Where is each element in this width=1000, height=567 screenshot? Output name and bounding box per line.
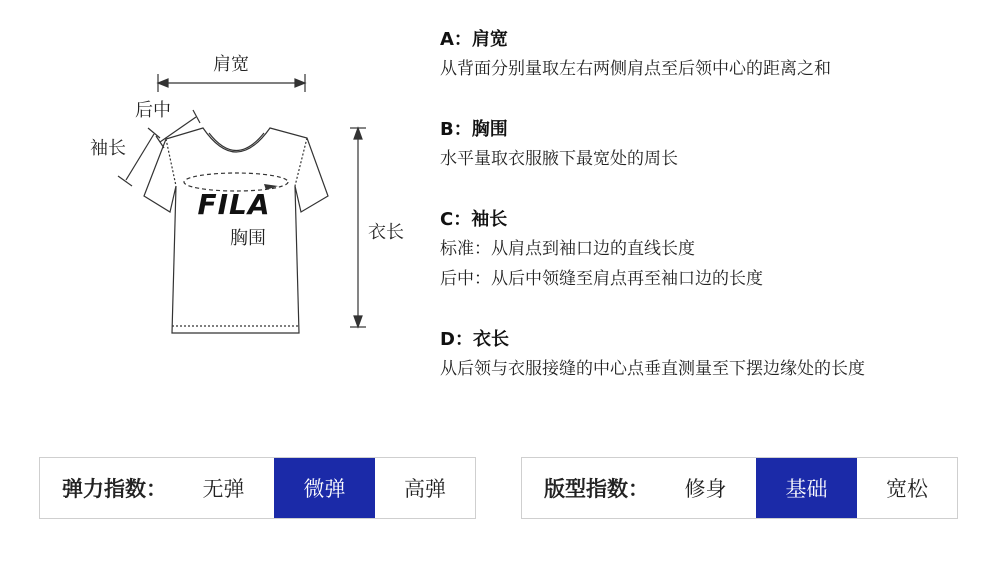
definition-d <box>440 326 980 384</box>
elasticity-label: 弹力指数： <box>62 477 167 501</box>
elasticity-option-slight: 微弹 <box>274 458 375 518</box>
definition-text: 后中：从后中领缝至肩点再至袖口边的长度 <box>440 269 763 289</box>
fit-scale <box>521 457 958 519</box>
fit-label: 版型指数： <box>544 477 649 501</box>
fila-logo: FILA <box>197 188 271 221</box>
definition-c <box>440 206 980 294</box>
elasticity-option-high: 高弹 <box>404 477 446 501</box>
label-shoulder: 肩宽 <box>213 54 249 75</box>
definition-title: B：胸围 <box>440 119 508 140</box>
shoulder-arrow <box>158 74 305 92</box>
elasticity-option-none: 无弹 <box>202 477 245 501</box>
definition-title: D：衣长 <box>440 329 509 350</box>
definition-text: 标准：从肩点到袖口边的直线长度 <box>440 239 695 259</box>
label-back-center: 后中 <box>135 100 171 121</box>
label-chest: 胸围 <box>230 228 266 249</box>
label-sleeve: 袖长 <box>90 138 126 159</box>
size-diagram <box>0 0 430 380</box>
definition-text: 从背面分别量取左右两侧肩点至后领中心的距离之和 <box>440 59 831 79</box>
fit-option-loose: 宽松 <box>886 477 928 501</box>
definition-text: 水平量取衣服腋下最宽处的周长 <box>440 149 678 169</box>
definition-b <box>440 116 980 174</box>
fit-option-slim: 修身 <box>684 477 727 501</box>
length-arrow <box>350 128 366 327</box>
definition-title: C：袖长 <box>440 209 508 230</box>
definition-a <box>440 26 980 84</box>
elasticity-scale <box>39 457 476 519</box>
label-length: 衣长 <box>368 222 404 243</box>
fit-option-regular: 基础 <box>756 458 857 518</box>
definition-title: A：肩宽 <box>440 29 508 50</box>
definition-text: 从后领与衣服接缝的中心点垂直测量至下摆边缘处的长度 <box>440 359 865 379</box>
